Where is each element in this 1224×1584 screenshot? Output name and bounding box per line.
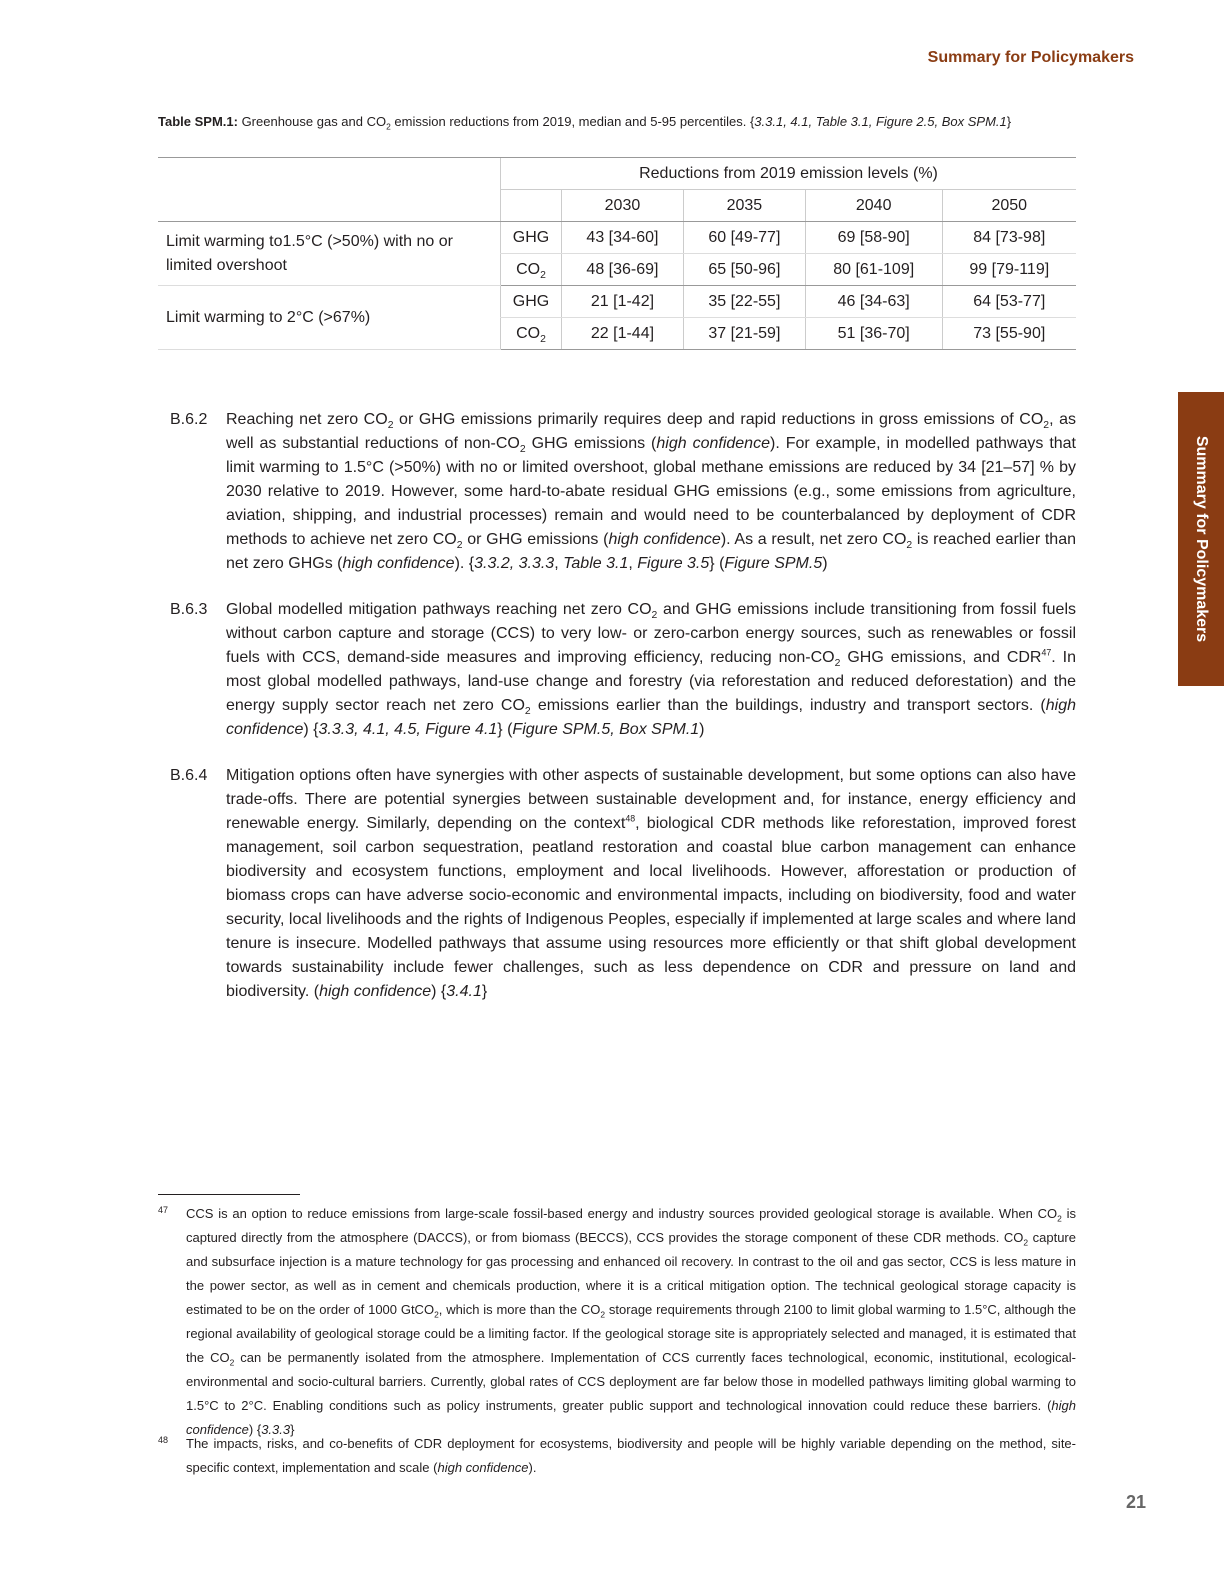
paragraph-b64 bbox=[170, 764, 1076, 1004]
table-corner bbox=[158, 158, 501, 190]
value-cell: 69 [58-90] bbox=[805, 222, 942, 254]
year-header: 2050 bbox=[942, 190, 1076, 222]
gas-cell bbox=[501, 318, 562, 350]
gas-cell bbox=[501, 254, 562, 286]
scenario-label: Limit warming to1.5°C (>50%) with no or limited overshoot bbox=[158, 222, 501, 286]
subscript: 2 bbox=[519, 444, 526, 456]
text: is reached earlier than net zero GHGs ( bbox=[226, 531, 1076, 572]
text-italic: high confidence bbox=[186, 1398, 1076, 1437]
text-italic: Figure 3.5 bbox=[637, 555, 710, 572]
subscript: 2 bbox=[834, 658, 841, 670]
caption-text: emission reductions from 2019, median and 5-95 percentiles. { bbox=[390, 114, 755, 129]
text: } bbox=[290, 1422, 295, 1437]
text-italic: high confidence bbox=[656, 435, 770, 452]
text: or GHG emissions primarily requires deep and rapid reductions in gross emissions of CO bbox=[393, 411, 1044, 428]
text: , as well as substantial reductions of non-CO bbox=[226, 411, 1076, 452]
subscript: 2 bbox=[456, 540, 463, 552]
paragraph-b62 bbox=[170, 408, 1076, 576]
value-cell: 35 [22-55] bbox=[683, 286, 805, 318]
text: emissions earlier than the buildings, industry and transport sectors. ( bbox=[530, 697, 1046, 714]
gas-label: CO bbox=[516, 324, 541, 342]
text-italic: high confidence bbox=[319, 983, 432, 1000]
text: GHG emissions ( bbox=[525, 435, 657, 452]
caption-text: } bbox=[1006, 114, 1012, 129]
table-corner bbox=[158, 190, 501, 222]
gas-header bbox=[501, 190, 562, 222]
footnote-divider bbox=[158, 1194, 300, 1195]
caption-label: Table SPM.1: bbox=[158, 114, 238, 129]
footnote-ref[interactable]: 47 bbox=[1041, 647, 1052, 658]
running-header: Summary for Policymakers bbox=[927, 49, 1134, 66]
table-header-row bbox=[158, 158, 1076, 190]
text-italic: high confidence bbox=[608, 531, 721, 548]
gas-cell: GHG bbox=[501, 286, 562, 318]
side-tab-label: Summary for Policymakers bbox=[1193, 435, 1210, 643]
text: ). { bbox=[454, 555, 475, 572]
year-header: 2035 bbox=[683, 190, 805, 222]
value-cell: 37 [21-59] bbox=[683, 318, 805, 350]
value-cell: 73 [55-90] bbox=[942, 318, 1076, 350]
text: ). For example, in modelled pathways that limit warming to 1.5°C (>50%) with no or limited overshoot, global methane emissions are reduced by 34 [21–57] % by 2030 relative to 2019. However, some hard-to-abate residual GHG emissions (e.g., some emissions from agriculture, aviation, shipping, and industrial processes) remain and would need to be counterbalanced by deployment of CDR methods to achieve net zero CO bbox=[226, 435, 1077, 548]
year-header: 2040 bbox=[805, 190, 942, 222]
caption-text: Greenhouse gas and CO bbox=[237, 114, 387, 129]
subscript: 2 bbox=[386, 121, 391, 132]
footnote-ref[interactable]: 48 bbox=[625, 813, 636, 824]
footnote-number: 47 bbox=[158, 1205, 169, 1215]
value-cell: 99 [79-119] bbox=[942, 254, 1076, 286]
group-header: Reductions from 2019 emission levels (%) bbox=[501, 158, 1077, 190]
text: } ( bbox=[497, 721, 513, 738]
text-italic: 3.3.3, 4.1, 4.5, Figure 4.1 bbox=[318, 721, 498, 738]
gas-cell: GHG bbox=[501, 222, 562, 254]
value-cell: 65 [50-96] bbox=[683, 254, 805, 286]
text: capture and subsurface injection is a mature technology for gas processing and enhanced oil recovery. In contrast to the oil and gas sector, CCS is less mature in the power sector, as well as in cement and chemicals production, where it is a critical mitigation option. The technical geological storage capacity is estimated to be on the order of 1000 GtCO bbox=[186, 1230, 1076, 1317]
paragraph-b63 bbox=[170, 598, 1076, 742]
text: is captured directly from the atmosphere (DACCS), or from biomass (BECCS), CCS provides the storage component of these CDR methods. CO bbox=[186, 1206, 1076, 1245]
text-italic: 3.3.2, 3.3.3 bbox=[474, 555, 555, 572]
text-italic: Figure SPM.5 bbox=[724, 555, 823, 572]
text-italic: Figure SPM.5, Box SPM.1 bbox=[512, 721, 700, 738]
paragraph-number: B.6.2 bbox=[170, 411, 208, 428]
paragraph-body bbox=[226, 764, 1076, 1004]
text: The impacts, risks, and co-benefits of CDR deployment for ecosystems, biodiversity and people will be highly variable depending on the method, site-specific context, implementation and scale ( bbox=[186, 1436, 1076, 1475]
text: , which is more than the CO bbox=[438, 1302, 601, 1317]
text: ). bbox=[528, 1460, 537, 1475]
text: ) { bbox=[248, 1422, 262, 1437]
paragraph-body bbox=[226, 598, 1076, 742]
text: . In most global modelled pathways, land-use change and forestry (via reforestation and reduced deforestation) and the energy supply sector reach net zero CO bbox=[226, 649, 1077, 714]
subscript: 2 bbox=[540, 269, 546, 281]
text: , bbox=[554, 555, 564, 572]
footnote-48 bbox=[158, 1432, 1076, 1480]
paragraph-number: B.6.3 bbox=[170, 601, 208, 618]
text: Global modelled mitigation pathways reaching net zero CO bbox=[226, 601, 652, 618]
text: ) { bbox=[431, 983, 447, 1000]
text: } ( bbox=[709, 555, 725, 572]
value-cell: 80 [61-109] bbox=[805, 254, 942, 286]
text: ). As a result, net zero CO bbox=[720, 531, 907, 548]
value-cell: 84 [73-98] bbox=[942, 222, 1076, 254]
text: } bbox=[481, 983, 488, 1000]
value-cell: 21 [1-42] bbox=[562, 286, 684, 318]
subscript: 2 bbox=[524, 706, 531, 718]
table-year-row bbox=[158, 190, 1076, 222]
value-cell: 48 [36-69] bbox=[562, 254, 684, 286]
gas-label: CO bbox=[516, 260, 541, 278]
year-header: 2030 bbox=[562, 190, 684, 222]
text: ) bbox=[822, 555, 828, 572]
text: or GHG emissions ( bbox=[462, 531, 609, 548]
footnote-47 bbox=[158, 1202, 1076, 1442]
text: , biological CDR methods like reforestation, improved forest management, soil carbon sequestration, peatland restoration and coastal blue carbon management can enhance biodiversity and ecosystem functions, employment and local livelihoods. However, afforestation or production of biomass crops can have adverse socio-economic and environmental impacts, including on biodiversity, food and water security, local livelihoods and the rights of Indigenous Peoples, especially if implemented at large scales and where land tenure is insecure. Modelled pathways that assume using resources more efficiently or that shift global development towards sustainability include fewer challenges, such as less dependence on CDR and pressure on land and biodiversity. ( bbox=[226, 815, 1077, 1000]
subscript: 2 bbox=[1043, 420, 1050, 432]
section-side-tab bbox=[1178, 392, 1224, 686]
table-caption bbox=[158, 114, 1078, 132]
subscript: 2 bbox=[1023, 1237, 1029, 1248]
subscript: 2 bbox=[387, 420, 394, 432]
text: can be permanently isolated from the atmosphere. Implementation of CCS currently faces technological, economic, institutional, ecological-environmental and socio-cultural barriers. Currently, global rates of CCS deployment are far below those in modelled pathways limiting global warming to 1.5°C to 2°C. Enabling conditions such as policy instruments, greater public support and technological innovation could reduce these barriers. ( bbox=[186, 1350, 1076, 1413]
emission-reductions-table bbox=[158, 157, 1076, 350]
table-row bbox=[158, 286, 1076, 318]
text-italic: high confidence bbox=[437, 1460, 529, 1475]
paragraph-number: B.6.4 bbox=[170, 767, 208, 784]
footnote-text bbox=[186, 1202, 1076, 1442]
text: ) bbox=[699, 721, 705, 738]
subscript: 2 bbox=[651, 610, 658, 622]
text: CCS is an option to reduce emissions from large-scale fossil-based energy and industry sources provided geological storage is available. When CO bbox=[186, 1206, 1058, 1221]
text-italic: 3.4.1 bbox=[446, 983, 482, 1000]
scenario-label: Limit warming to 2°C (>67%) bbox=[158, 286, 501, 350]
text-italic: high confidence bbox=[226, 697, 1076, 738]
value-cell: 64 [53-77] bbox=[942, 286, 1076, 318]
value-cell: 60 [49-77] bbox=[683, 222, 805, 254]
text-italic: high confidence bbox=[342, 555, 455, 572]
value-cell: 22 [1-44] bbox=[562, 318, 684, 350]
text-italic: Table 3.1 bbox=[563, 555, 629, 572]
paragraph-body bbox=[226, 408, 1076, 576]
subscript: 2 bbox=[600, 1309, 606, 1320]
text: ) { bbox=[303, 721, 319, 738]
value-cell: 46 [34-63] bbox=[805, 286, 942, 318]
text: storage requirements through 2100 to limit global warming to 1.5°C, although the regional availability of geological storage could be a limiting factor. If the geological storage site is appropriately selected and managed, it is estimated that the CO bbox=[186, 1302, 1076, 1365]
footnote-text bbox=[186, 1432, 1076, 1480]
text: Reaching net zero CO bbox=[226, 411, 388, 428]
text: and GHG emissions include transitioning from fossil fuels without carbon capture and storage (CCS) to very low- or zero-carbon energy sources, such as renewables or fossil fuels with CCS, demand-side measures and improving efficiency, reducing non-CO bbox=[226, 601, 1076, 666]
subscript: 2 bbox=[540, 333, 546, 345]
text: Mitigation options often have synergies with other aspects of sustainable development, but some options can also have trade-offs. There are potential synergies between sustainable development and, for instance, energy efficiency and renewable energy. Similarly, depending on the context bbox=[226, 767, 1076, 832]
text: , bbox=[628, 555, 638, 572]
subscript: 2 bbox=[229, 1357, 235, 1368]
text: GHG emissions, and CDR bbox=[840, 649, 1042, 666]
subscript: 2 bbox=[906, 540, 913, 552]
text-italic: 3.3.3 bbox=[261, 1422, 291, 1437]
page-number: 21 bbox=[1125, 1492, 1146, 1512]
subscript: 2 bbox=[1057, 1213, 1062, 1224]
subscript: 2 bbox=[434, 1309, 439, 1320]
caption-refs: 3.3.1, 4.1, Table 3.1, Figure 2.5, Box SPM.1 bbox=[754, 114, 1007, 129]
value-cell: 51 [36-70] bbox=[805, 318, 942, 350]
value-cell: 43 [34-60] bbox=[562, 222, 684, 254]
footnote-number: 48 bbox=[158, 1435, 169, 1445]
table-row bbox=[158, 222, 1076, 254]
